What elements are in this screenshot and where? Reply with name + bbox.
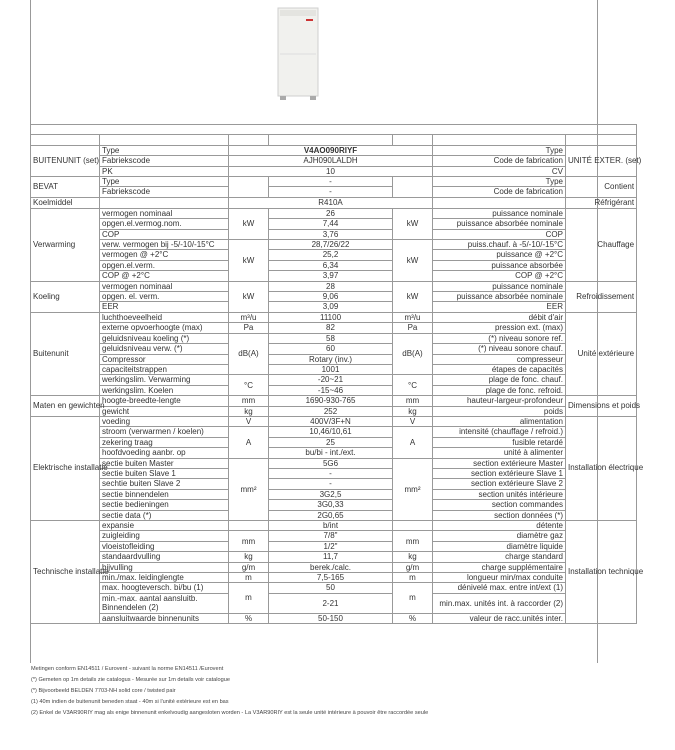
value: 25,2 [269,250,393,260]
spec-row [31,177,637,187]
section-label-fr: Unité extérieure [566,312,637,395]
spec-row [31,250,637,260]
param-nl: vermogen nominaal [100,281,229,291]
param-nl: opgen.el.verm. [100,260,229,270]
value: 3,09 [269,302,393,312]
param-fr: débit d'air [433,312,566,322]
param-fr: compresseur [433,354,566,364]
spec-row [31,541,637,551]
value: 7/8" [269,531,393,541]
param-nl: voeding [100,416,229,426]
section-label-fr: Installation électrique [566,416,637,520]
spec-row [31,427,637,437]
unit-nl: °C [229,375,269,396]
value: 58 [269,333,393,343]
spec-row [31,281,637,291]
param-nl: min./max. leidinglengte [100,573,229,583]
unit-fr: V [393,416,433,426]
spec-row [31,500,637,510]
value: b/int [269,521,393,531]
section-label-nl: BEVAT [31,177,100,198]
value: 6,34 [269,260,393,270]
spec-row [31,385,637,395]
param-nl: sectie bedieningen [100,500,229,510]
unit-nl [229,521,269,531]
param-fr: Type [433,145,566,155]
spec-row [31,271,637,281]
param-nl: Compressor [100,354,229,364]
param-nl: bijvulling [100,562,229,572]
footnote: (2) Enkel de V3AR90RIY mag als enige binnenunit enkelvoudig aangesloten worden - La V3AR90RIY est la seule unité intérieure à pouvoir être raccordée seule [31,710,429,716]
spec-row [31,458,637,468]
spec-row [31,197,637,208]
value: 25 [269,437,393,447]
param-fr: EER [433,302,566,312]
value: 11,7 [269,552,393,562]
spec-row [31,145,637,155]
param-nl [100,197,229,208]
param-nl: gewicht [100,406,229,416]
param-fr: puissance absorbée nominale [433,219,566,229]
spec-row [31,531,637,541]
unit-nl: kg [229,552,269,562]
unit-fr: Pa [393,323,433,333]
unit-nl: V [229,416,269,426]
param-fr: pression ext. (max) [433,323,566,333]
value: 5G6 [269,458,393,468]
spec-row [31,583,637,593]
param-nl: COP @ +2°C [100,271,229,281]
spec-row [31,396,637,406]
param-fr: détente [433,521,566,531]
value: 2G0,65 [269,510,393,520]
unit-nl: mm [229,531,269,552]
param-fr: étapes de capacités [433,364,566,374]
value: 9,06 [269,292,393,302]
footnote: (1) 40m indien de buitenunit beneden staat - 40m si l'unité extérieure est en bas [31,699,229,705]
spec-row [31,187,637,197]
unit-fr: kW [393,240,433,282]
param-fr: section extérieure Slave 2 [433,479,566,489]
param-fr: puissance absorbée nominale [433,292,566,302]
section-label-nl: Verwarming [31,208,100,281]
unit-fr: °C [393,375,433,396]
param-nl: sechtie buiten Slave 2 [100,479,229,489]
unit-nl: dB(A) [229,333,269,375]
spec-row [31,510,637,520]
param-fr: Type [433,177,566,187]
unit-nl: kW [229,240,269,282]
param-nl: opgen. el. verm. [100,292,229,302]
param-fr: plage de fonc. chauf. [433,375,566,385]
param-fr: alimentation [433,416,566,426]
spec-row [31,573,637,583]
section-label-nl: Buitenunit [31,312,100,395]
spec-row [31,593,637,613]
spec-row [31,240,637,250]
spec-row [31,229,637,239]
spec-row [31,344,637,354]
param-nl: opgen.el.vermog.nom. [100,219,229,229]
section-label-fr: Contient [566,177,637,198]
value: bu/bi - int./ext. [269,448,393,458]
spec-row [31,479,637,489]
unit-fr: m [393,573,433,583]
spec-row [31,468,637,478]
param-fr: puissance @ +2°C [433,250,566,260]
value: - [269,468,393,478]
param-nl: sectie buiten Master [100,458,229,468]
spec-row [31,292,637,302]
value: 252 [269,406,393,416]
unit-fr [393,521,433,531]
param-fr: valeur de racc.unités inter. [433,613,566,623]
unit-fr: mm² [393,458,433,520]
value: berek./calc. [269,562,393,572]
param-nl: min.-max. aantal aansluitb. Binnendelen (2) [100,593,229,613]
unit-fr: kg [393,552,433,562]
param-nl: COP [100,229,229,239]
footnotes [31,664,428,719]
spec-row [31,302,637,312]
value: 3,97 [269,271,393,281]
spec-row [31,521,637,531]
value: 28,7/26/22 [269,240,393,250]
param-fr: puissance nominale [433,281,566,291]
spec-row [31,489,637,499]
unit-fr: kW [393,208,433,239]
unit-fr: A [393,427,433,458]
value: 50 [269,583,393,593]
unit-nl: kW [229,208,269,239]
param-fr: CV [433,166,566,176]
value: 28 [269,281,393,291]
section-label-fr: Chauffage [566,208,637,281]
param-nl: hoogte-breedte-lengte [100,396,229,406]
param-fr: hauteur-largeur-profondeur [433,396,566,406]
value: 1690-930-765 [269,396,393,406]
spec-row [31,333,637,343]
param-fr: (*) niveau sonore ref. [433,333,566,343]
blank-row [31,135,637,145]
value: 26 [269,208,393,218]
value: 3,76 [269,229,393,239]
value: 1/2" [269,541,393,551]
spec-row [31,208,637,218]
spec-row [31,448,637,458]
spec-row [31,375,637,385]
section-label-fr: UNITÉ EXTER. (set) [566,145,637,176]
param-fr: puissance absorbée [433,260,566,270]
section-label-nl: Technische installatie [31,521,100,624]
value: 10 [229,166,433,176]
section-label-fr: Réfrigérant [566,197,637,208]
value: 3G0,33 [269,500,393,510]
unit-fr: mm [393,531,433,552]
value: 11100 [269,312,393,322]
value: 7,44 [269,219,393,229]
unit-nl: kW [229,281,269,312]
param-nl: standaardvulling [100,552,229,562]
param-nl: sectie buiten Slave 1 [100,468,229,478]
unit-nl: m³/u [229,312,269,322]
outdoor-unit-image [276,6,320,102]
spec-row [31,354,637,364]
unit-fr: kg [393,406,433,416]
param-nl: Type [100,145,229,155]
param-fr: (*) niveau sonore chauf. [433,344,566,354]
spec-table [30,124,644,624]
value: 50-150 [269,613,393,623]
param-nl: externe opvoerhoogte (max) [100,323,229,333]
section-label-fr: Dimensions et poids [566,396,637,417]
value: -20~21 [269,375,393,385]
value: -15~46 [269,385,393,395]
param-nl: aansluitwaarde binnenunits [100,613,229,623]
value: V4AO090RIYF [229,145,433,155]
section-label-nl: Koeling [31,281,100,312]
param-nl: werkingslim. Verwarming [100,375,229,385]
param-nl: PK [100,166,229,176]
spec-row [31,312,637,322]
param-fr: charge supplémentaire [433,562,566,572]
param-fr: COP @ +2°C [433,271,566,281]
unit-fr: m³/u [393,312,433,322]
param-nl: stroom (verwarmen / koelen) [100,427,229,437]
param-nl: vloeistofleiding [100,541,229,551]
unit-nl [229,177,269,198]
param-fr: longueur min/max conduite [433,573,566,583]
param-nl: max. hoogteversch. bi/bu (1) [100,583,229,593]
spec-row [31,562,637,572]
unit-nl: m [229,573,269,583]
unit-fr: dB(A) [393,333,433,375]
value: 7,5-165 [269,573,393,583]
param-nl: vermogen @ +2°C [100,250,229,260]
section-label-nl: Maten en gewichten [31,396,100,417]
param-nl: Fabriekscode [100,156,229,166]
param-nl: capaciteitstrappen [100,364,229,374]
unit-nl: m [229,583,269,613]
param-nl: Fabriekscode [100,187,229,197]
value: - [269,177,393,187]
unit-nl: kg [229,406,269,416]
value: 2-21 [269,593,393,613]
param-nl: hoofdvoeding aanbr. op [100,448,229,458]
param-fr [433,197,566,208]
param-fr: min.max. unités int. à raccorder (2) [433,593,566,613]
unit-fr: % [393,613,433,623]
param-fr: unité à alimenter [433,448,566,458]
spec-row [31,323,637,333]
spec-row [31,364,637,374]
value: 60 [269,344,393,354]
param-fr: dénivelé max. entre int/ext (1) [433,583,566,593]
spec-row [31,613,637,623]
param-fr: diamètre liquide [433,541,566,551]
param-nl: geluidsniveau verw. (*) [100,344,229,354]
unit-nl: mm [229,396,269,406]
param-nl: verw. vermogen bij -5/-10/-15°C [100,240,229,250]
blank-row [31,125,637,135]
param-fr: Code de fabrication [433,156,566,166]
section-label-nl: Koelmiddel [31,197,100,208]
param-fr: puissance nominale [433,208,566,218]
section-label-nl: Elektrische installatie [31,416,100,520]
param-nl: zuigleiding [100,531,229,541]
value: 3G2,5 [269,489,393,499]
section-label-fr: Installation technique [566,521,637,624]
value: 10,46/10,61 [269,427,393,437]
param-fr: puiss.chauf. à -5/-10/-15°C [433,240,566,250]
footnote: (*) Bijvoorbeeld BELDEN 7703-NH solid core / twisted pair [31,688,176,694]
param-nl: sectie data (*) [100,510,229,520]
param-fr: diamètre gaz [433,531,566,541]
value: AJH090LALDH [229,156,433,166]
param-fr: poids [433,406,566,416]
spec-row [31,260,637,270]
value: 82 [269,323,393,333]
spec-row [31,219,637,229]
param-fr: section extérieure Master [433,458,566,468]
spec-row [31,406,637,416]
value: R410A [229,197,433,208]
unit-fr: kW [393,281,433,312]
footnote: (*) Gemeten op 1m details zie catalogus - Mesurée sur 1m details voir catalogue [31,677,230,683]
spec-row [31,156,637,166]
spec-row [31,437,637,447]
param-nl: expansie [100,521,229,531]
param-fr: Code de fabrication [433,187,566,197]
unit-fr [393,177,433,198]
param-fr: charge standard [433,552,566,562]
value: - [269,479,393,489]
unit-fr: mm [393,396,433,406]
footnote: Metingen conform EN14511 / Eurovent - suivant la norme EN14511 /Eurovent [31,666,224,672]
param-fr: section unités intérieure [433,489,566,499]
unit-fr: m [393,583,433,613]
param-fr: section commandes [433,500,566,510]
unit-nl: mm² [229,458,269,520]
param-nl: zekering traag [100,437,229,447]
param-fr: intensité (chauffage / refroid.) [433,427,566,437]
param-fr: section données (*) [433,510,566,520]
value: 1001 [269,364,393,374]
param-fr: fusible retardé [433,437,566,447]
param-nl: vermogen nominaal [100,208,229,218]
param-fr: section extérieure Slave 1 [433,468,566,478]
section-label-fr: Refroidissement [566,281,637,312]
unit-nl: Pa [229,323,269,333]
param-fr: COP [433,229,566,239]
value: - [269,187,393,197]
unit-fr: g/m [393,562,433,572]
spec-row [31,416,637,426]
section-label-nl: BUITENUNIT (set) [31,145,100,176]
param-nl: Type [100,177,229,187]
param-nl: geluidsniveau koeling (*) [100,333,229,343]
unit-nl: A [229,427,269,458]
unit-nl: % [229,613,269,623]
param-fr: plage de fonc. refroid. [433,385,566,395]
value: 400V/3F+N [269,416,393,426]
param-nl: werkingslim. Koelen [100,385,229,395]
value: Rotary (inv.) [269,354,393,364]
unit-nl: g/m [229,562,269,572]
spec-row [31,552,637,562]
spec-row [31,166,637,176]
param-nl: sectie binnendelen [100,489,229,499]
param-nl: luchthoeveelheid [100,312,229,322]
param-nl: EER [100,302,229,312]
